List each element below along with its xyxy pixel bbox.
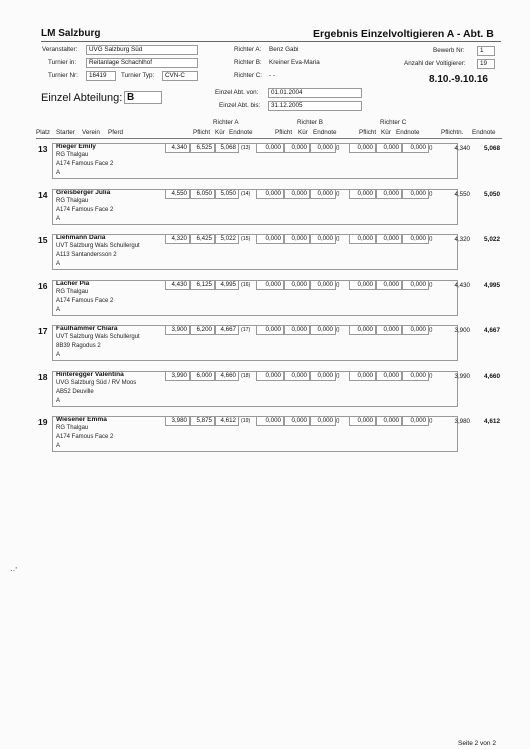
col-platz: Platz bbox=[36, 129, 50, 136]
verein-name: UVT Salzburg Wals Schullergut bbox=[56, 243, 140, 249]
veranstalter-field: UVG Salzburg Süd bbox=[86, 45, 198, 55]
col-richter-b: Richter B bbox=[297, 119, 323, 126]
platz-value: 19 bbox=[38, 417, 48, 427]
b-kuer-cell: 0,000 bbox=[284, 143, 310, 153]
c-pflicht-cell: 0,000 bbox=[349, 143, 376, 153]
b-kuer-cell: 0,000 bbox=[284, 234, 310, 244]
col-verein: Verein bbox=[82, 129, 100, 136]
c-pflicht-cell: 0,000 bbox=[349, 234, 376, 244]
result-row bbox=[36, 234, 502, 280]
starter-name: Wiesener Emma bbox=[56, 416, 107, 423]
c-kuer-cell: 0,000 bbox=[376, 143, 402, 153]
col-c-pflicht: Pflicht bbox=[359, 129, 377, 136]
verein-name: RG Thalgau bbox=[56, 288, 89, 295]
c-rank: () bbox=[429, 190, 433, 197]
a-pflicht-cell: 3,900 bbox=[165, 325, 190, 335]
b-end-cell: 0,000 bbox=[310, 416, 336, 426]
c-end-cell: 0,000 bbox=[402, 234, 429, 244]
b-pflicht-cell: 0,000 bbox=[256, 371, 284, 381]
c-kuer-cell: 0,000 bbox=[376, 371, 402, 381]
b-pflicht-cell: 0,000 bbox=[256, 189, 284, 199]
a-pflicht-cell: 4,320 bbox=[165, 234, 190, 244]
b-rank: () bbox=[336, 327, 340, 333]
a-pflicht-cell: 3,990 bbox=[165, 371, 190, 381]
result-row bbox=[36, 371, 502, 417]
a-rank: (15) bbox=[241, 236, 251, 242]
c-end-cell: 0,000 bbox=[402, 416, 429, 426]
a-kuer-cell: 6,525 bbox=[190, 143, 215, 153]
event-title: LM Salzburg bbox=[41, 28, 101, 39]
a-kuer-cell: 5,875 bbox=[190, 416, 215, 426]
c-pflicht-cell: 0,000 bbox=[349, 325, 376, 335]
abteilung-label: Einzel Abteilung: bbox=[41, 92, 123, 104]
c-kuer-cell: 0,000 bbox=[376, 234, 402, 244]
bewerb-field: 1 bbox=[477, 46, 495, 56]
platz-value: 13 bbox=[38, 144, 48, 154]
b-rank: () bbox=[336, 190, 340, 197]
verein-name: UVT Salzburg Wals Schullergut bbox=[56, 334, 140, 340]
a-rank: (16) bbox=[241, 281, 251, 288]
verein-name: UVG Salzburg Süd / RV Moos bbox=[56, 379, 137, 386]
result-row bbox=[36, 325, 502, 371]
c-end-cell: 0,000 bbox=[402, 325, 429, 335]
b-kuer-cell: 0,000 bbox=[284, 325, 310, 335]
starter-name: Greisberger Julia bbox=[56, 188, 111, 196]
pferd-name: A174 Famous Face 2 bbox=[56, 161, 114, 167]
col-pferd: Pferd bbox=[108, 129, 124, 136]
turnier-nr-label: Turnier Nr: bbox=[48, 72, 78, 79]
col-b-kuer: Kür bbox=[298, 129, 308, 136]
col-c-kuer: Kür bbox=[381, 129, 391, 136]
b-end-cell: 0,000 bbox=[310, 189, 336, 199]
col-b-endnote: Endnote bbox=[313, 129, 337, 136]
a-rank: (18) bbox=[241, 372, 251, 379]
b-end-cell: 0,000 bbox=[310, 280, 336, 290]
b-rank: () bbox=[336, 145, 340, 151]
pferd-name: A113 Santandersson 2 bbox=[56, 252, 117, 258]
a-end-cell: 5,068 bbox=[215, 143, 239, 153]
endnote-value: 4,612 bbox=[484, 418, 500, 425]
pferd-name: A174 Famous Face 2 bbox=[56, 434, 114, 440]
c-end-cell: 0,000 bbox=[402, 189, 429, 199]
a-end-cell: 4,995 bbox=[215, 280, 239, 290]
c-rank: () bbox=[429, 327, 433, 333]
a-end-cell: 4,660 bbox=[215, 371, 239, 381]
c-kuer-cell: 0,000 bbox=[376, 280, 402, 290]
b-end-cell: 0,000 bbox=[310, 325, 336, 335]
a-end-cell: 4,667 bbox=[215, 325, 239, 335]
c-rank: () bbox=[429, 145, 433, 151]
col-a-pflicht: Pflicht bbox=[193, 129, 211, 136]
platz-value: 18 bbox=[38, 371, 48, 382]
richter-a-label: Richter A: bbox=[234, 46, 262, 53]
richter-b-name: Kreiner Eva-Maria bbox=[269, 59, 320, 66]
class-value: A bbox=[56, 215, 61, 222]
col-pflichtnote: Pflichtn. bbox=[441, 129, 464, 136]
a-rank: (13) bbox=[241, 145, 251, 151]
anzahl-label: Anzahl der Voltigierer: bbox=[404, 60, 466, 67]
verein-name: RG Thalgau bbox=[56, 425, 89, 431]
c-rank: () bbox=[429, 281, 433, 288]
result-row bbox=[36, 189, 502, 235]
b-kuer-cell: 0,000 bbox=[284, 189, 310, 199]
result-row bbox=[36, 280, 502, 326]
platz-value: 16 bbox=[38, 280, 48, 291]
starter-name: Liehmann Daria bbox=[56, 234, 106, 241]
class-value: A bbox=[56, 397, 61, 404]
result-row bbox=[36, 143, 502, 189]
pflichtnote-value: 3,900 bbox=[454, 327, 470, 334]
pferd-name: 8B39 Ragodus 2 bbox=[56, 343, 101, 349]
pferd-name: A174 Famous Face 2 bbox=[56, 206, 114, 213]
pferd-name: AB52 Deuville bbox=[56, 388, 94, 395]
col-c-endnote: Endnote bbox=[396, 129, 420, 136]
verein-name: RG Thalgau bbox=[56, 152, 89, 158]
b-pflicht-cell: 0,000 bbox=[256, 280, 284, 290]
verein-name: RG Thalgau bbox=[56, 197, 89, 204]
endnote-value: 4,660 bbox=[484, 372, 500, 380]
endnote-value: 4,667 bbox=[484, 327, 500, 334]
richter-c-name: - - bbox=[269, 72, 275, 79]
pflichtnote-value: 4,340 bbox=[454, 145, 470, 152]
c-kuer-cell: 0,000 bbox=[376, 416, 402, 426]
a-pflicht-cell: 4,430 bbox=[165, 280, 190, 290]
endnote-value: 5,068 bbox=[484, 145, 500, 152]
c-pflicht-cell: 0,000 bbox=[349, 189, 376, 199]
b-kuer-cell: 0,000 bbox=[284, 416, 310, 426]
class-value: A bbox=[56, 443, 61, 449]
pflichtnote-value: 4,320 bbox=[454, 236, 470, 243]
abt-bis-label: Einzel Abt. bis: bbox=[219, 102, 261, 109]
b-rank: () bbox=[336, 418, 340, 424]
c-rank: () bbox=[429, 418, 433, 424]
b-pflicht-cell: 0,000 bbox=[256, 325, 284, 335]
pflichtnote-value: 3,980 bbox=[454, 418, 470, 425]
col-a-kuer: Kür bbox=[215, 129, 225, 136]
date-range: 8.10.-9.10.16 bbox=[429, 74, 488, 85]
turnier-typ-field: CVN-C bbox=[162, 71, 198, 81]
margin-mark: ··' bbox=[10, 566, 17, 575]
platz-value: 17 bbox=[38, 326, 48, 336]
pflichtnote-value: 3,990 bbox=[454, 372, 470, 380]
class-value: A bbox=[56, 306, 61, 313]
c-end-cell: 0,000 bbox=[402, 280, 429, 290]
class-value: A bbox=[56, 352, 61, 358]
richter-a-name: Benz Gabi bbox=[269, 46, 299, 53]
col-endnote-total: Endnote bbox=[472, 129, 496, 136]
result-title: Ergebnis Einzelvoltigieren A - Abt. B bbox=[313, 28, 494, 40]
starter-name: Faulhammer Chiara bbox=[56, 325, 118, 332]
c-pflicht-cell: 0,000 bbox=[349, 280, 376, 290]
turnier-nr-field: 16419 bbox=[86, 71, 116, 81]
header-rule bbox=[36, 138, 502, 139]
a-end-cell: 5,050 bbox=[215, 189, 239, 199]
endnote-value: 5,022 bbox=[484, 236, 500, 243]
b-pflicht-cell: 0,000 bbox=[256, 143, 284, 153]
abt-bis-field: 31.12.2005 bbox=[268, 101, 362, 111]
pflichtnote-value: 4,550 bbox=[454, 190, 470, 198]
turnier-in-label: Turnier in: bbox=[48, 59, 77, 66]
b-end-cell: 0,000 bbox=[310, 371, 336, 381]
turnier-in-field: Reitanlage Schachlhof bbox=[86, 58, 198, 68]
c-rank: () bbox=[429, 372, 433, 379]
col-b-pflicht: Pflicht bbox=[275, 129, 293, 136]
col-a-endnote: Endnote bbox=[229, 129, 253, 136]
col-richter-a: Richter A bbox=[213, 119, 239, 126]
title-rule bbox=[41, 41, 501, 42]
c-pflicht-cell: 0,000 bbox=[349, 371, 376, 381]
bewerb-label: Bewerb Nr: bbox=[433, 47, 465, 54]
abt-von-label: Einzel Abt. von: bbox=[215, 89, 259, 96]
c-end-cell: 0,000 bbox=[402, 371, 429, 381]
a-rank: (19) bbox=[241, 418, 251, 424]
a-end-cell: 4,612 bbox=[215, 416, 239, 426]
a-rank: (14) bbox=[241, 190, 251, 197]
pferd-name: A174 Famous Face 2 bbox=[56, 297, 114, 304]
col-starter: Starter bbox=[56, 129, 75, 136]
c-kuer-cell: 0,000 bbox=[376, 325, 402, 335]
b-rank: () bbox=[336, 372, 340, 379]
a-kuer-cell: 6,125 bbox=[190, 280, 215, 290]
a-kuer-cell: 6,050 bbox=[190, 189, 215, 199]
abt-von-field: 01.01.2004 bbox=[268, 88, 362, 98]
a-end-cell: 5,022 bbox=[215, 234, 239, 244]
richter-c-label: Richter C: bbox=[234, 72, 262, 79]
endnote-value: 5,050 bbox=[484, 190, 500, 198]
class-value: A bbox=[56, 170, 61, 176]
a-kuer-cell: 6,425 bbox=[190, 234, 215, 244]
b-kuer-cell: 0,000 bbox=[284, 371, 310, 381]
platz-value: 14 bbox=[38, 189, 48, 200]
c-rank: () bbox=[429, 236, 433, 242]
c-kuer-cell: 0,000 bbox=[376, 189, 402, 199]
b-pflicht-cell: 0,000 bbox=[256, 234, 284, 244]
c-end-cell: 0,000 bbox=[402, 143, 429, 153]
richter-b-label: Richter B: bbox=[234, 59, 262, 66]
b-end-cell: 0,000 bbox=[310, 234, 336, 244]
starter-name: Hinteregger Valentina bbox=[56, 370, 124, 378]
a-pflicht-cell: 4,550 bbox=[165, 189, 190, 199]
b-rank: () bbox=[336, 281, 340, 288]
class-value: A bbox=[56, 261, 61, 267]
a-rank: (17) bbox=[241, 327, 251, 333]
pflichtnote-value: 4,430 bbox=[454, 281, 470, 289]
b-rank: () bbox=[336, 236, 340, 242]
a-kuer-cell: 6,200 bbox=[190, 325, 215, 335]
veranstalter-label: Veranstalter: bbox=[42, 46, 78, 53]
page-number: Seite 2 von 2 bbox=[458, 740, 496, 747]
b-pflicht-cell: 0,000 bbox=[256, 416, 284, 426]
platz-value: 15 bbox=[38, 235, 48, 245]
turnier-typ-label: Turnier Typ: bbox=[121, 72, 155, 79]
endnote-value: 4,995 bbox=[484, 281, 500, 289]
a-kuer-cell: 6,000 bbox=[190, 371, 215, 381]
a-pflicht-cell: 3,980 bbox=[165, 416, 190, 426]
result-row bbox=[36, 416, 502, 462]
abteilung-field: B bbox=[124, 91, 162, 104]
col-richter-c: Richter C bbox=[380, 119, 407, 126]
a-pflicht-cell: 4,340 bbox=[165, 143, 190, 153]
starter-name: Lacher Pia bbox=[56, 279, 90, 287]
b-kuer-cell: 0,000 bbox=[284, 280, 310, 290]
starter-name: Rieger Emily bbox=[56, 143, 96, 150]
c-pflicht-cell: 0,000 bbox=[349, 416, 376, 426]
b-end-cell: 0,000 bbox=[310, 143, 336, 153]
anzahl-field: 19 bbox=[477, 59, 495, 69]
